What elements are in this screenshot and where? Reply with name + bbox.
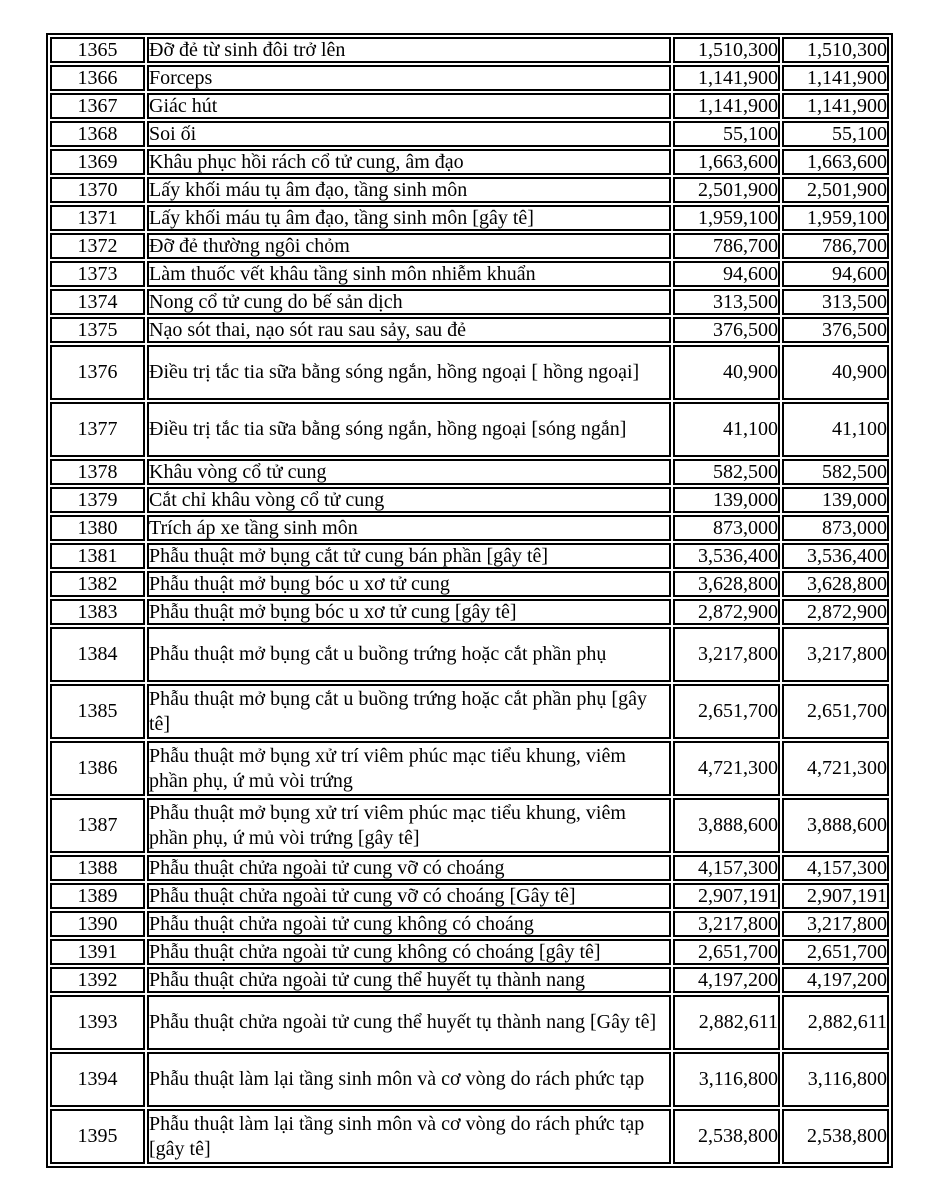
service-price-cell: 1,959,100 [673,205,780,231]
service-price-cell: 4,157,300 [673,855,780,881]
service-price2-cell: 139,000 [782,487,889,513]
service-price-cell: 313,500 [673,289,780,315]
service-price-cell: 786,700 [673,233,780,259]
service-name-cell: Phẫu thuật mở bụng xử trí viêm phúc mạc tiểu khung, viêm phần phụ, ứ mủ vòi trứng [gây tê] [147,798,671,853]
service-price-cell: 2,651,700 [673,939,780,965]
table-row [50,37,889,63]
service-name-cell: Phẫu thuật mở bụng bóc u xơ tử cung [147,571,671,597]
table-row [50,627,889,682]
service-code-cell: 1380 [50,515,145,541]
service-name-cell: Phẫu thuật mở bụng cắt u buồng trứng hoặc cắt phần phụ [gây tê] [147,684,671,739]
table-row [50,515,889,541]
service-code-cell: 1384 [50,627,145,682]
table-row [50,571,889,597]
table-row [50,939,889,965]
service-code-cell: 1373 [50,261,145,287]
service-price-cell: 2,882,611 [673,995,780,1050]
service-price2-cell: 4,197,200 [782,967,889,993]
service-price2-cell: 94,600 [782,261,889,287]
service-name-cell: Điều trị tắc tia sữa bằng sóng ngắn, hồng ngoại [ hồng ngoại] [147,345,671,400]
service-name-cell: Khâu phục hồi rách cổ tử cung, âm đạo [147,149,671,175]
table-row [50,487,889,513]
table-row [50,684,889,739]
table-row [50,345,889,400]
service-code-cell: 1371 [50,205,145,231]
table-row [50,995,889,1050]
service-name-cell: Khâu vòng cổ tử cung [147,459,671,485]
service-price2-cell: 376,500 [782,317,889,343]
service-price2-cell: 2,651,700 [782,684,889,739]
service-name-cell: Forceps [147,65,671,91]
table-row [50,599,889,625]
table-row [50,233,889,259]
service-price-cell: 1,510,300 [673,37,780,63]
service-price-cell: 1,141,900 [673,65,780,91]
service-code-cell: 1388 [50,855,145,881]
service-name-cell: Phẫu thuật chửa ngoài tử cung thể huyết tụ thành nang [147,967,671,993]
service-price-cell: 40,900 [673,345,780,400]
service-code-cell: 1389 [50,883,145,909]
service-price-cell: 4,721,300 [673,741,780,796]
service-price2-cell: 873,000 [782,515,889,541]
table-row [50,402,889,457]
service-code-cell: 1391 [50,939,145,965]
service-price2-cell: 1,663,600 [782,149,889,175]
service-name-cell: Soi ối [147,121,671,147]
service-name-cell: Lấy khối máu tụ âm đạo, tầng sinh môn [gây tê] [147,205,671,231]
service-code-cell: 1394 [50,1052,145,1107]
service-price-cell: 4,197,200 [673,967,780,993]
service-price-cell: 3,628,800 [673,571,780,597]
service-price-cell: 2,538,800 [673,1109,780,1164]
service-price-cell: 2,872,900 [673,599,780,625]
service-code-cell: 1385 [50,684,145,739]
service-price2-cell: 3,217,800 [782,627,889,682]
service-price-cell: 3,536,400 [673,543,780,569]
service-price2-cell: 3,116,800 [782,1052,889,1107]
service-price2-cell: 3,888,600 [782,798,889,853]
table-row [50,543,889,569]
service-name-cell: Cắt chỉ khâu vòng cổ tử cung [147,487,671,513]
service-name-cell: Điều trị tắc tia sữa bằng sóng ngắn, hồng ngoại [sóng ngắn] [147,402,671,457]
service-price-cell: 55,100 [673,121,780,147]
table-row [50,459,889,485]
service-price-cell: 2,651,700 [673,684,780,739]
table-row [50,289,889,315]
service-price2-cell: 1,141,900 [782,65,889,91]
table-row [50,205,889,231]
service-code-cell: 1375 [50,317,145,343]
service-code-cell: 1382 [50,571,145,597]
service-price-cell: 1,141,900 [673,93,780,119]
service-name-cell: Đỡ đẻ từ sinh đôi trở lên [147,37,671,63]
service-name-cell: Phẫu thuật mở bụng xử trí viêm phúc mạc tiểu khung, viêm phần phụ, ứ mủ vòi trứng [147,741,671,796]
service-price-cell: 376,500 [673,317,780,343]
service-price2-cell: 2,907,191 [782,883,889,909]
service-code-cell: 1386 [50,741,145,796]
service-price2-cell: 40,900 [782,345,889,400]
table-row [50,883,889,909]
service-price2-cell: 2,538,800 [782,1109,889,1164]
service-price2-cell: 4,157,300 [782,855,889,881]
table-row [50,317,889,343]
service-code-cell: 1378 [50,459,145,485]
table-row [50,798,889,853]
table-row [50,911,889,937]
service-price-cell: 139,000 [673,487,780,513]
service-price2-cell: 313,500 [782,289,889,315]
service-code-cell: 1379 [50,487,145,513]
service-price2-cell: 55,100 [782,121,889,147]
service-price-cell: 2,501,900 [673,177,780,203]
service-name-cell: Phẫu thuật làm lại tầng sinh môn và cơ vòng do rách phức tạp [147,1052,671,1107]
service-name-cell: Phẫu thuật mở bụng cắt u buồng trứng hoặc cắt phần phụ [147,627,671,682]
service-code-cell: 1366 [50,65,145,91]
service-price-cell: 873,000 [673,515,780,541]
service-price2-cell: 786,700 [782,233,889,259]
service-name-cell: Nạo sót thai, nạo sót rau sau sảy, sau đẻ [147,317,671,343]
service-name-cell: Trích áp xe tầng sinh môn [147,515,671,541]
service-code-cell: 1370 [50,177,145,203]
table-row [50,855,889,881]
table-row [50,967,889,993]
table-row [50,65,889,91]
service-code-cell: 1395 [50,1109,145,1164]
service-price2-cell: 1,959,100 [782,205,889,231]
service-code-cell: 1392 [50,967,145,993]
service-code-cell: 1393 [50,995,145,1050]
service-price2-cell: 2,501,900 [782,177,889,203]
service-price-cell: 3,217,800 [673,911,780,937]
service-name-cell: Phẫu thuật chửa ngoài tử cung không có choáng [gây tê] [147,939,671,965]
service-code-cell: 1381 [50,543,145,569]
service-code-cell: 1377 [50,402,145,457]
service-name-cell: Phẫu thuật mở bụng cắt tử cung bán phần [gây tê] [147,543,671,569]
service-price-cell: 3,888,600 [673,798,780,853]
table-row [50,93,889,119]
service-name-cell: Phẫu thuật chửa ngoài tử cung vỡ có choáng [147,855,671,881]
service-code-cell: 1367 [50,93,145,119]
service-code-cell: 1383 [50,599,145,625]
service-code-cell: 1372 [50,233,145,259]
service-price-cell: 3,217,800 [673,627,780,682]
service-code-cell: 1387 [50,798,145,853]
service-price2-cell: 4,721,300 [782,741,889,796]
service-price-cell: 41,100 [673,402,780,457]
service-price2-cell: 3,628,800 [782,571,889,597]
price-table-body [50,37,889,1164]
service-price-cell: 3,116,800 [673,1052,780,1107]
service-price-cell: 1,663,600 [673,149,780,175]
service-name-cell: Lấy khối máu tụ âm đạo, tầng sinh môn [147,177,671,203]
service-price-cell: 94,600 [673,261,780,287]
service-price2-cell: 3,536,400 [782,543,889,569]
service-name-cell: Giác hút [147,93,671,119]
service-code-cell: 1365 [50,37,145,63]
table-row [50,121,889,147]
service-price2-cell: 3,217,800 [782,911,889,937]
table-row [50,177,889,203]
service-price-cell: 582,500 [673,459,780,485]
service-price2-cell: 2,872,900 [782,599,889,625]
service-code-cell: 1369 [50,149,145,175]
service-name-cell: Phẫu thuật làm lại tầng sinh môn và cơ vòng do rách phức tạp [gây tê] [147,1109,671,1164]
service-code-cell: 1368 [50,121,145,147]
medical-services-price-table [46,33,893,1168]
table-row [50,1052,889,1107]
service-price2-cell: 2,651,700 [782,939,889,965]
service-name-cell: Phẫu thuật mở bụng bóc u xơ tử cung [gây tê] [147,599,671,625]
service-name-cell: Phẫu thuật chửa ngoài tử cung không có choáng [147,911,671,937]
service-price2-cell: 41,100 [782,402,889,457]
service-price2-cell: 582,500 [782,459,889,485]
service-name-cell: Làm thuốc vết khâu tầng sinh môn nhiễm khuẩn [147,261,671,287]
service-name-cell: Nong cổ tử cung do bế sản dịch [147,289,671,315]
service-name-cell: Phẫu thuật chửa ngoài tử cung thể huyết tụ thành nang [Gây tê] [147,995,671,1050]
service-price2-cell: 1,141,900 [782,93,889,119]
service-code-cell: 1374 [50,289,145,315]
service-code-cell: 1390 [50,911,145,937]
service-price2-cell: 2,882,611 [782,995,889,1050]
service-name-cell: Phẫu thuật chửa ngoài tử cung vỡ có choáng [Gây tê] [147,883,671,909]
table-row [50,1109,889,1164]
service-code-cell: 1376 [50,345,145,400]
service-price2-cell: 1,510,300 [782,37,889,63]
service-price-cell: 2,907,191 [673,883,780,909]
table-row [50,261,889,287]
service-name-cell: Đỡ đẻ thường ngôi chỏm [147,233,671,259]
table-row [50,149,889,175]
table-row [50,741,889,796]
